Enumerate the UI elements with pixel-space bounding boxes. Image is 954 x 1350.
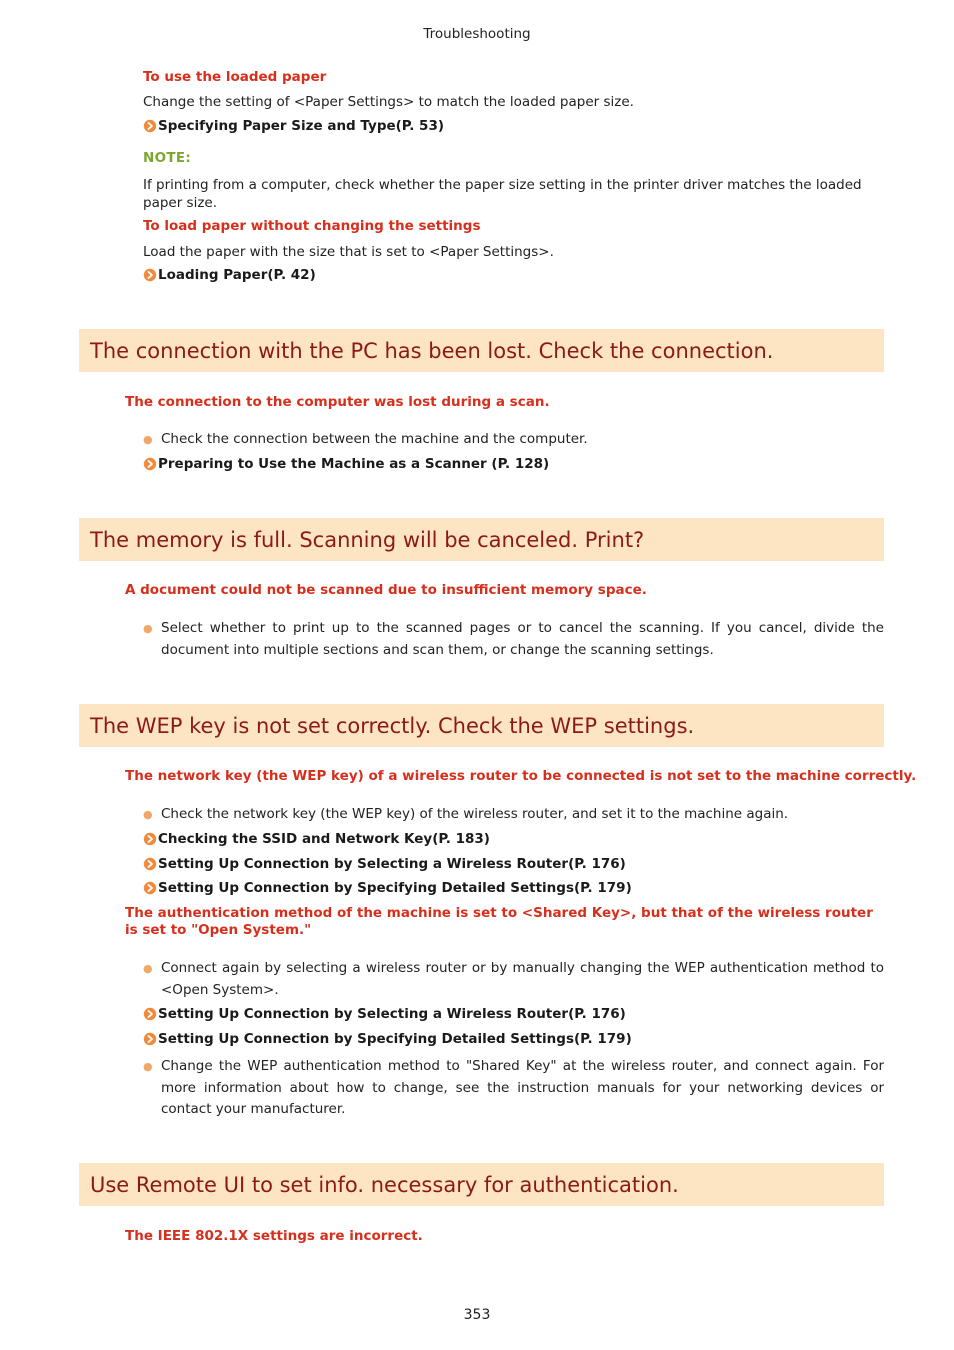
link-label: Setting Up Connection by Selecting a Wireless Router(P. 176) bbox=[158, 856, 626, 872]
list-item bbox=[143, 1056, 884, 1121]
link-arrow-icon bbox=[143, 1007, 157, 1021]
link-loading-paper[interactable] bbox=[143, 267, 316, 283]
link-label: Checking the SSID and Network Key(P. 183) bbox=[158, 831, 490, 847]
link-arrow-icon bbox=[143, 881, 157, 895]
link-detailed-settings-2[interactable] bbox=[143, 1031, 632, 1047]
note-text: If printing from a computer, check whether the paper size setting in the printer driver matches the loaded paper size. bbox=[143, 177, 862, 211]
running-header: Troubleshooting bbox=[423, 26, 531, 42]
link-selecting-wireless-router-2[interactable] bbox=[143, 1006, 626, 1022]
cause-wep-key-incorrect: The network key (the WEP key) of a wireless router to be connected is not set to the machine correctly. bbox=[125, 768, 917, 784]
list-item bbox=[143, 958, 884, 1001]
link-preparing-scanner[interactable] bbox=[143, 456, 549, 472]
list-item bbox=[143, 804, 884, 826]
link-label: Specifying Paper Size and Type(P. 53) bbox=[158, 118, 445, 134]
section-banner-memory-full: The memory is full. Scanning will be canceled. Print? bbox=[79, 518, 884, 561]
section-banner-connection-lost: The connection with the PC has been lost. Check the connection. bbox=[79, 329, 884, 372]
list-item-text: Check the connection between the machine and the computer. bbox=[161, 431, 588, 447]
link-arrow-icon bbox=[143, 457, 157, 471]
subheading-use-loaded-paper: To use the loaded paper bbox=[143, 69, 327, 85]
link-arrow-icon bbox=[143, 268, 157, 282]
bullet-dot-icon: ● bbox=[143, 433, 153, 446]
cause-ieee-settings: The IEEE 802.1X settings are incorrect. bbox=[125, 1228, 423, 1244]
link-specifying-paper-size[interactable] bbox=[143, 118, 444, 134]
cause-connection-lost: The connection to the computer was lost during a scan. bbox=[125, 394, 550, 410]
paragraph-load-paper: Load the paper with the size that is set to <Paper Settings>. bbox=[143, 244, 554, 260]
section-banner-wep-key: The WEP key is not set correctly. Check the WEP settings. bbox=[79, 704, 884, 747]
link-arrow-icon bbox=[143, 832, 157, 846]
link-label: Preparing to Use the Machine as a Scanner (P. 128) bbox=[158, 456, 550, 472]
list-item-text: Connect again by selecting a wireless router or by manually changing the WEP authentication method to <Open System>. bbox=[161, 960, 884, 998]
link-selecting-wireless-router[interactable] bbox=[143, 856, 626, 872]
link-label: Setting Up Connection by Specifying Detailed Settings(P. 179) bbox=[158, 880, 632, 896]
page-number: 353 bbox=[463, 1307, 491, 1323]
list-item-text: Select whether to print up to the scanned pages or to cancel the scanning. If you cancel, divide the document into multiple sections and scan them, or change the scanning settings. bbox=[161, 620, 884, 658]
list-item bbox=[143, 618, 884, 661]
list-item-text: Check the network key (the WEP key) of the wireless router, and set it to the machine again. bbox=[161, 806, 789, 822]
link-detailed-settings[interactable] bbox=[143, 880, 632, 896]
list-item-text: Change the WEP authentication method to "Shared Key" at the wireless router, and connect again. For more information about how to change, see the instruction manuals for your networking devices or contact your manufacturer. bbox=[161, 1058, 884, 1117]
link-label: Setting Up Connection by Selecting a Wireless Router(P. 176) bbox=[158, 1006, 626, 1022]
link-arrow-icon bbox=[143, 857, 157, 871]
link-arrow-icon bbox=[143, 119, 157, 133]
link-arrow-icon bbox=[143, 1032, 157, 1046]
list-item bbox=[143, 429, 884, 451]
link-label: Loading Paper(P. 42) bbox=[158, 267, 316, 283]
cause-auth-method-mismatch: The authentication method of the machine is set to <Shared Key>, but that of the wireless router is set to "Open System." bbox=[125, 905, 873, 938]
bullet-dot-icon: ● bbox=[143, 622, 153, 635]
bullet-dot-icon: ● bbox=[143, 1060, 153, 1073]
section-banner-remote-ui: Use Remote UI to set info. necessary for authentication. bbox=[79, 1163, 884, 1206]
link-label: Setting Up Connection by Specifying Detailed Settings(P. 179) bbox=[158, 1031, 632, 1047]
cause-memory-full: A document could not be scanned due to insufficient memory space. bbox=[125, 582, 647, 598]
link-checking-ssid[interactable] bbox=[143, 831, 490, 847]
bullet-dot-icon: ● bbox=[143, 808, 153, 821]
note-label: NOTE: bbox=[143, 150, 192, 166]
paragraph-change-setting: Change the setting of <Paper Settings> to match the loaded paper size. bbox=[143, 94, 634, 110]
subheading-load-paper: To load paper without changing the settings bbox=[143, 218, 481, 234]
bullet-dot-icon: ● bbox=[143, 962, 153, 975]
